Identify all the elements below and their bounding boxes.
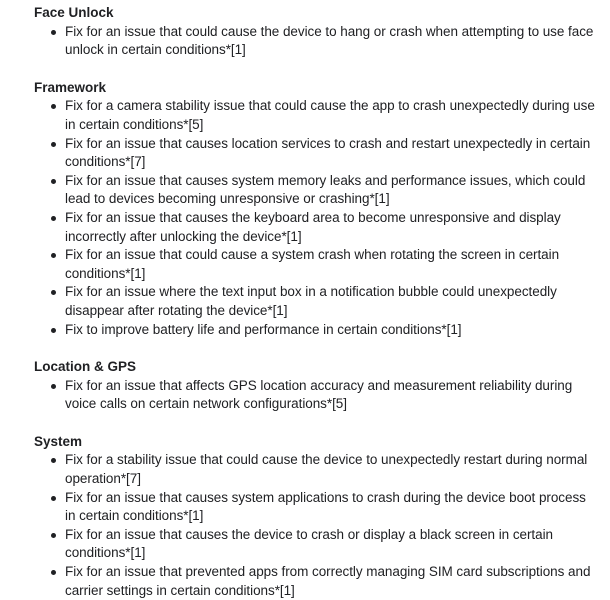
bullet-icon	[51, 104, 56, 109]
item-text: Fix for an issue that could cause a system crash when rotating the screen in certain conditions*[1]	[65, 247, 560, 281]
item-text: Fix for an issue that could cause the device to hang or crash when attempting to use face unlock in certain conditions*[1]	[65, 23, 594, 58]
item-text: Fix for a stability issue that could cause the device to unexpectedly restart during normal operation*[7]	[65, 452, 588, 487]
bullet-icon	[51, 216, 56, 221]
bullet-icon	[51, 533, 56, 538]
section-face-unlock	[34, 4, 596, 60]
list-item	[34, 526, 596, 563]
section-title: Framework	[34, 79, 107, 95]
item-text: Fix for an issue that causes the keyboard area to become unresponsive and display incorrectly after unlocking the device*[1]	[65, 209, 561, 244]
bullet-icon	[51, 496, 56, 501]
bullet-icon	[51, 30, 56, 35]
bullet-icon	[51, 142, 56, 147]
item-text: Fix to improve battery life and performance in certain conditions*[1]	[65, 321, 462, 337]
section-list	[34, 451, 596, 600]
section-list	[34, 97, 596, 339]
section-title: System	[34, 433, 83, 449]
item-text: Fix for a camera stability issue that could cause the app to crash unexpectedly during use in certain conditions*[5]	[65, 98, 595, 132]
list-item	[34, 97, 596, 134]
bullet-icon	[51, 570, 56, 575]
section-system	[34, 433, 596, 600]
item-text: Fix for an issue that causes the device to crash or display a black screen in certain conditions*[1]	[65, 526, 553, 561]
item-text: Fix for an issue that causes system memory leaks and performance issues, which could lead to devices becoming unresponsive or crashing*[1]	[65, 172, 586, 207]
bullet-icon	[51, 328, 56, 333]
list-item	[34, 172, 596, 209]
list-item	[34, 489, 596, 526]
list-item	[34, 283, 596, 320]
item-text: Fix for an issue that causes location services to crash and restart unexpectedly in certain conditions*[7]	[65, 135, 591, 170]
bullet-icon	[51, 179, 56, 184]
list-item	[34, 23, 596, 60]
section-title: Location & GPS	[34, 359, 137, 375]
bullet-icon	[51, 290, 56, 295]
list-item	[34, 321, 596, 340]
section-list	[34, 23, 596, 60]
bullet-icon	[51, 253, 56, 258]
bullet-icon	[51, 458, 56, 463]
list-item	[34, 135, 596, 172]
section-title: Face Unlock	[34, 5, 114, 20]
list-item	[34, 563, 596, 600]
item-text: Fix for an issue that affects GPS location accuracy and measurement reliability during voice calls on certain network configurations*[5]	[65, 377, 573, 412]
item-text: Fix for an issue that causes system applications to crash during the device boot process in certain conditions*[1]	[65, 489, 586, 524]
section-framework	[34, 79, 596, 339]
bullet-icon	[51, 384, 56, 389]
section-list	[34, 377, 596, 414]
item-text: Fix for an issue that prevented apps from correctly managing SIM card subscriptions and carrier settings in certain conditions*[1]	[65, 564, 591, 598]
section-location-gps	[34, 358, 596, 414]
list-item	[34, 377, 596, 414]
item-text: Fix for an issue where the text input box in a notification bubble could unexpectedly disappear after rotating the device*[1]	[65, 284, 557, 318]
list-item	[34, 246, 596, 283]
list-item	[34, 451, 596, 488]
list-item	[34, 209, 596, 246]
